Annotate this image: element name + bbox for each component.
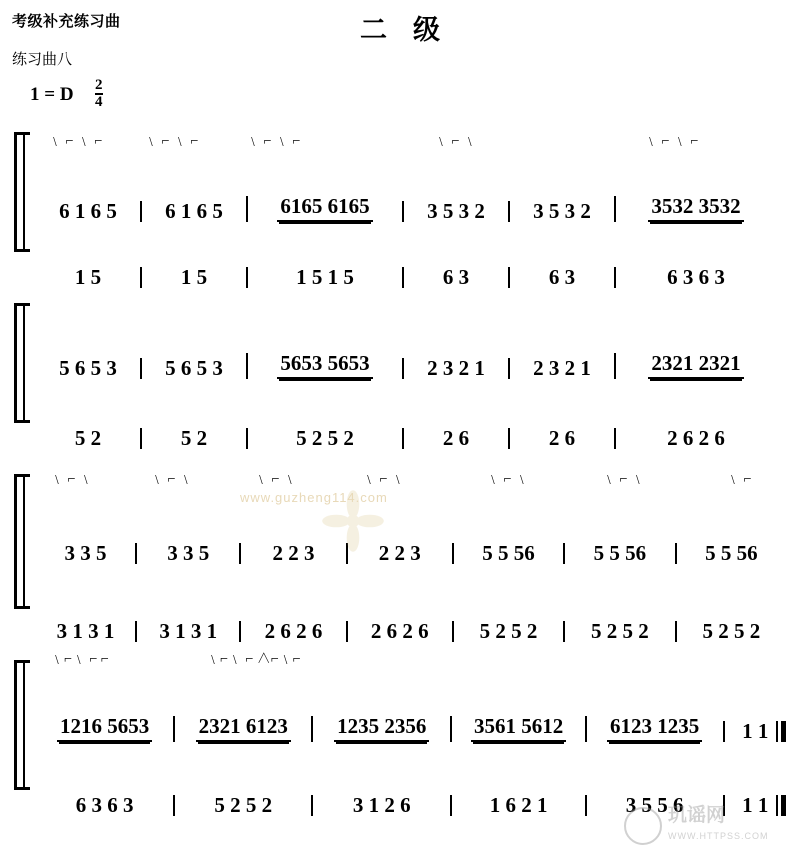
site-watermark: www.guzheng114.com	[240, 490, 388, 505]
note: 1 5 1 5	[296, 265, 354, 289]
ornament-row-1: ﹨ ⌐ ﹨ ⌐ ﹨ ⌐ ﹨ ⌐ ﹨ ⌐ ﹨ ⌐ ﹨ ⌐ ﹨ ﹨ ⌐ ﹨ ⌐	[48, 134, 699, 149]
measure	[614, 267, 776, 288]
series-title: 考级补充练习曲	[12, 13, 121, 30]
logo-text: 玑谣网	[668, 805, 726, 826]
time-signature-numerator: 2	[95, 77, 103, 93]
measure	[508, 428, 614, 449]
note: 5 5 56	[482, 541, 535, 565]
note: 1 6 2 1	[489, 793, 548, 817]
note: 1 1	[742, 719, 769, 743]
note: 1 5	[180, 265, 208, 289]
measure	[36, 543, 135, 564]
measure	[239, 543, 345, 564]
note: 6 3	[548, 265, 576, 289]
measure	[311, 795, 450, 816]
note: 5 6 5 3	[59, 356, 117, 380]
note: 5 2 5 2	[214, 793, 273, 817]
note: 6123 1235	[607, 716, 702, 742]
note: 5 2	[180, 426, 208, 450]
lower-staff-row-2	[36, 371, 786, 449]
staff-system-2	[10, 289, 790, 454]
piece-title: 练习曲八	[12, 51, 73, 68]
note: 2 6 2 6	[667, 426, 725, 450]
lower-staff-row-1	[36, 210, 786, 288]
note: 2 2 3	[378, 541, 421, 565]
note: 2 3 2 1	[427, 356, 485, 380]
measure	[563, 543, 674, 564]
measure	[140, 428, 246, 449]
note: 5 2 5 2	[591, 619, 649, 643]
grand-staff-brace	[14, 660, 32, 790]
time-signature-denominator: 4	[95, 94, 103, 110]
note: 3 3 5	[64, 541, 107, 565]
note: 2 6 2 6	[370, 619, 429, 643]
note: 2321 2321	[648, 353, 743, 379]
upper-staff-row-3	[36, 494, 786, 564]
note: 6 1 6 5	[59, 199, 117, 223]
note: 5 5 56	[705, 541, 758, 565]
note: 6165 6165	[277, 196, 372, 222]
note: 5 6 5 3	[165, 356, 223, 380]
key-meter-line	[0, 76, 800, 118]
note: 3 5 5 6	[625, 793, 684, 817]
measure	[36, 267, 140, 288]
note: 1 5	[74, 265, 102, 289]
note: 1 1	[742, 793, 769, 817]
measure	[452, 621, 563, 642]
note: 2 6	[442, 426, 470, 450]
measure	[723, 795, 786, 816]
note: 1235 2356	[334, 716, 429, 742]
note: 3 5 3 2	[427, 199, 485, 223]
measure	[402, 267, 508, 288]
measure	[450, 795, 584, 816]
upper-staff-row-4	[36, 672, 786, 742]
note: 3 1 2 6	[352, 793, 411, 817]
note: 5653 5653	[277, 353, 372, 379]
note: 5 2 5 2	[479, 619, 538, 643]
measure	[173, 795, 311, 816]
measure	[246, 428, 402, 449]
note: 5 2	[74, 426, 102, 450]
upper-staff-row-2	[36, 309, 786, 379]
note: 2 2 3	[272, 541, 315, 565]
note: 5 2 5 2	[296, 426, 354, 450]
grand-staff-brace	[14, 132, 32, 252]
lower-staff-row-3	[36, 564, 786, 642]
note: 3 5 3 2	[533, 199, 591, 223]
note: 3 3 5	[167, 541, 210, 565]
note: 3 1 3 1	[56, 619, 115, 643]
note: 2 3 2 1	[533, 356, 591, 380]
note: 3532 3532	[648, 196, 743, 222]
note: 2 6	[548, 426, 576, 450]
measure	[135, 543, 239, 564]
grand-staff-brace	[14, 474, 32, 609]
measure	[614, 428, 776, 449]
measure	[675, 621, 786, 642]
measure	[140, 267, 246, 288]
logo-subtext: WWW.HTTPSS.COM	[668, 831, 769, 841]
measure	[36, 428, 140, 449]
note: 6 3 6 3	[667, 265, 725, 289]
page-header	[0, 0, 800, 68]
measure	[675, 543, 786, 564]
lower-staff-row-4	[36, 738, 786, 816]
note: 2321 6123	[196, 716, 291, 742]
note: 5 2 5 2	[702, 619, 761, 643]
measure	[135, 621, 239, 642]
measure	[36, 795, 173, 816]
note: 1216 5653	[57, 716, 152, 742]
note: 3 1 3 1	[159, 619, 218, 643]
measure	[346, 621, 452, 642]
measure	[246, 267, 402, 288]
grand-staff-brace	[14, 303, 32, 423]
note: 2 6 2 6	[264, 619, 323, 643]
measure	[402, 428, 508, 449]
time-signature	[95, 78, 103, 110]
key-signature: 1 = D	[30, 84, 74, 105]
staff-system-1	[10, 118, 790, 289]
note: 6 3 6 3	[75, 793, 134, 817]
note: 3561 5612	[471, 716, 566, 742]
measure	[239, 621, 345, 642]
measure	[36, 621, 135, 642]
ornament-row-4: ﹨⌐﹨ ⌐ ⌐ ﹨⌐﹨ ⌐ ∧⌐﹨⌐	[50, 652, 301, 667]
ornament-row-3: ﹨ ⌐ ﹨ ﹨ ⌐ ﹨ ﹨ ⌐ ﹨ ﹨ ⌐ ﹨ ﹨ ⌐ ﹨ ﹨ ⌐ ﹨ ﹨ ⌐	[50, 472, 752, 487]
measure	[452, 543, 563, 564]
measure	[585, 795, 723, 816]
note: 6 3	[442, 265, 470, 289]
staff-system-3	[10, 460, 790, 643]
note: 5 5 56	[593, 541, 647, 565]
measure	[563, 621, 674, 642]
measure	[346, 543, 452, 564]
measure	[508, 267, 614, 288]
final-barline	[776, 795, 786, 816]
note: 6 1 6 5	[165, 199, 223, 223]
page-title: 二级	[360, 15, 466, 45]
